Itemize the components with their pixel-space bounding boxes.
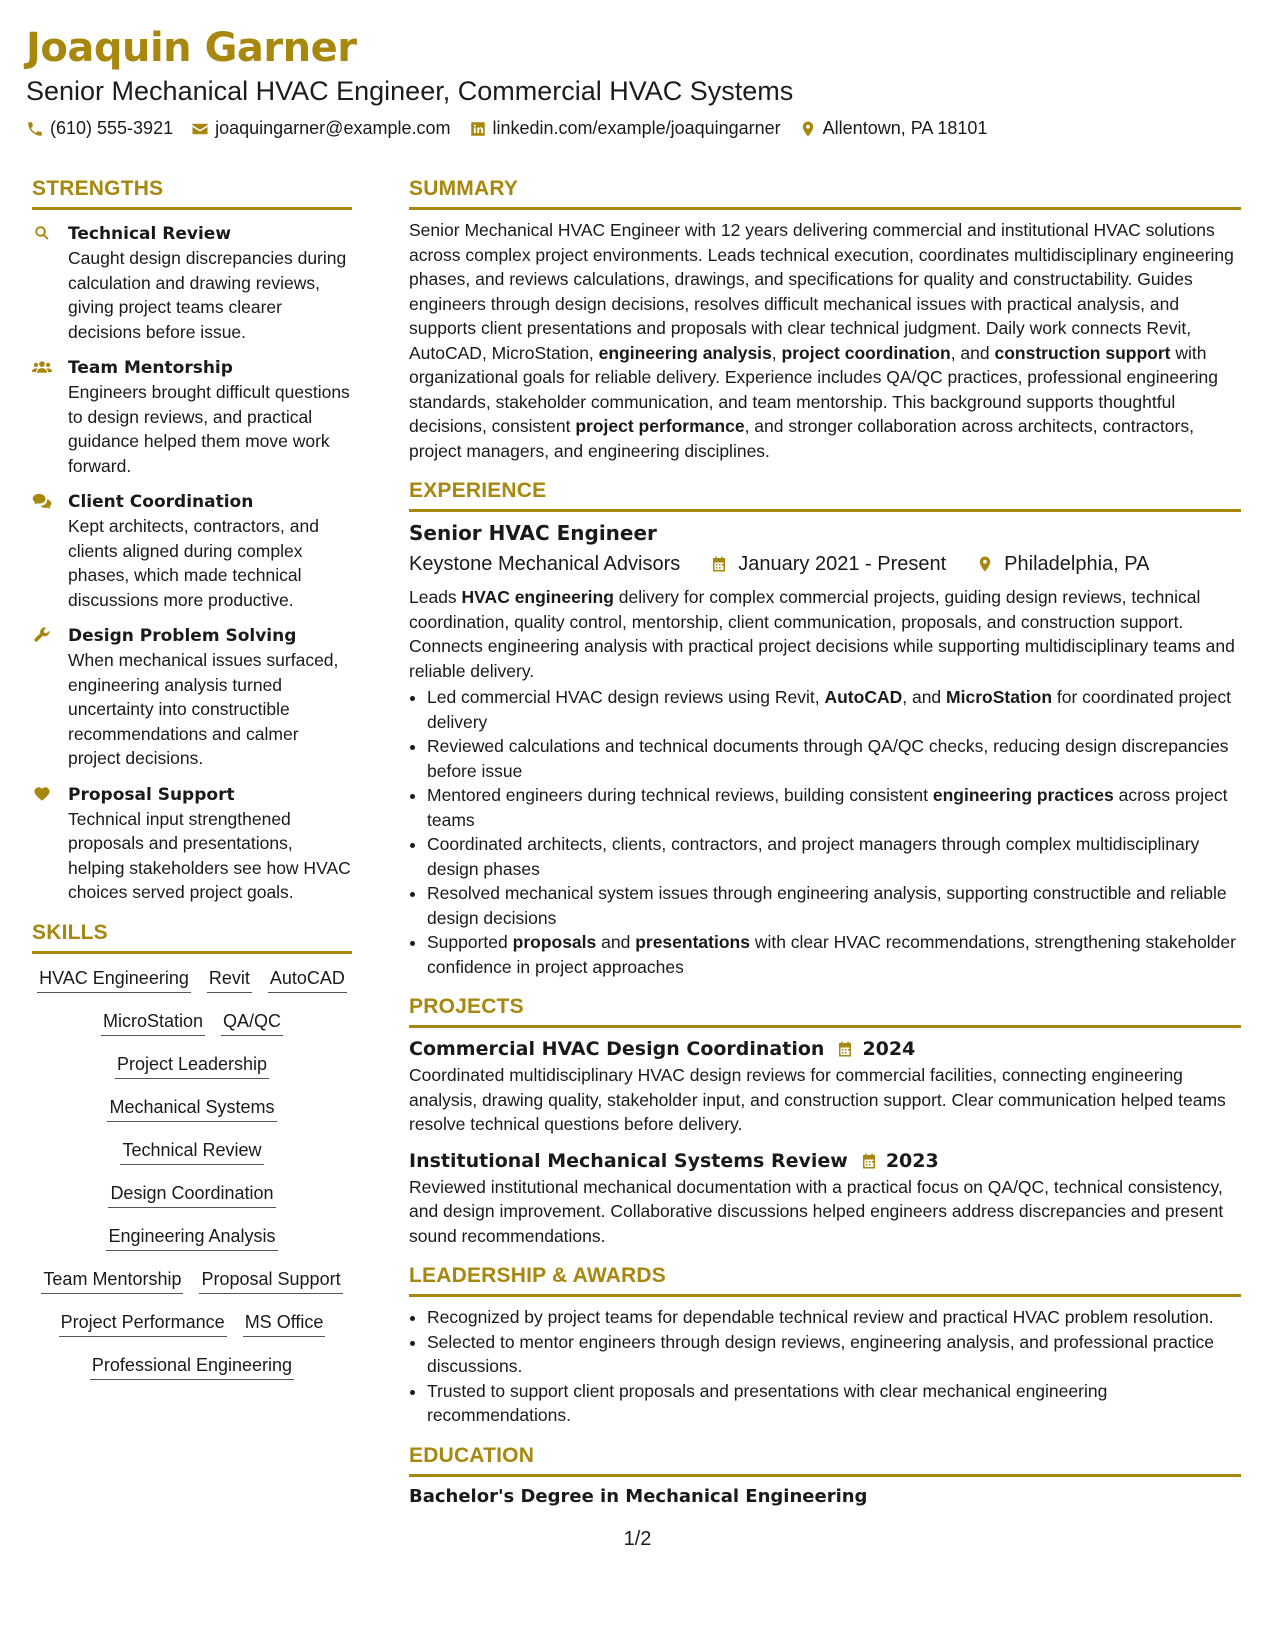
strength-title: Proposal Support bbox=[68, 784, 235, 805]
education-heading: EDUCATION bbox=[409, 1442, 1241, 1477]
strength-title: Team Mentorship bbox=[68, 358, 233, 378]
map-pin-icon bbox=[799, 120, 817, 138]
project-title: Institutional Mechanical Systems Review bbox=[409, 1149, 848, 1172]
company-name: Keystone Mechanical Advisors bbox=[409, 553, 681, 575]
skill-tag: Project Performance bbox=[59, 1310, 227, 1337]
page-number: 1/2 bbox=[623, 1528, 652, 1550]
phone-icon bbox=[26, 120, 44, 138]
degree-title: Bachelor's Degree in Mechanical Engineering bbox=[409, 1485, 868, 1507]
strength-desc: Engineers brought difficult questions to design reviews, and practical guidance helped them move work forward. bbox=[68, 382, 350, 476]
candidate-name: Joaquin Garner bbox=[26, 25, 357, 71]
skill-tag: Engineering Analysis bbox=[106, 1224, 277, 1251]
search-icon bbox=[32, 224, 52, 242]
list-item: • Resolved mechanical system issues through engineering analysis, supporting constructible and reliable design decisions bbox=[427, 881, 1241, 930]
strength-item bbox=[32, 222, 352, 344]
comments-icon bbox=[32, 492, 52, 510]
skill-tag: HVAC Engineering bbox=[37, 966, 191, 993]
strength-desc: When mechanical issues surfaced, engineering analysis turned uncertainty into constructible recommendations and calmer project decisions. bbox=[68, 650, 339, 768]
project-item bbox=[409, 1147, 1241, 1249]
strength-item bbox=[32, 783, 352, 905]
project-title: Commercial HVAC Design Coordination bbox=[409, 1038, 825, 1060]
job-description: Leads HVAC engineering delivery for complex commercial projects, guiding design reviews, technical coordination, quality control, mentorship, client communication, proposals, and construction support. Connects engineering analysis with practical project decisions while supporting multidisciplinary teams and reliable delivery. bbox=[409, 587, 1235, 681]
skill-tag: MS Office bbox=[243, 1310, 326, 1337]
location-text: Allentown, PA 18101 bbox=[822, 118, 988, 138]
contact-linkedin[interactable] bbox=[469, 118, 781, 139]
strength-title: Design Problem Solving bbox=[68, 626, 297, 646]
list-item: • Selected to mentor engineers through design reviews, engineering analysis, and professional practice discussions. bbox=[427, 1330, 1241, 1379]
skill-tag: Team Mentorship bbox=[41, 1267, 183, 1294]
skill-tag: Revit bbox=[207, 966, 252, 993]
job-title: Senior HVAC Engineer bbox=[409, 521, 657, 545]
skill-tag: Design Coordination bbox=[108, 1181, 275, 1208]
wrench-icon bbox=[32, 626, 52, 644]
project-item bbox=[409, 1035, 1241, 1137]
skill-tag: Professional Engineering bbox=[90, 1353, 294, 1380]
contact-bar bbox=[26, 118, 1246, 139]
job-dates: January 2021 - Present bbox=[738, 553, 947, 575]
job-meta bbox=[409, 549, 1241, 579]
contact-phone[interactable] bbox=[26, 118, 173, 139]
contact-location bbox=[799, 118, 988, 139]
strength-title: Client Coordination bbox=[68, 492, 254, 512]
project-year: 2024 bbox=[862, 1038, 916, 1060]
phone-text: (610) 555-3921 bbox=[50, 118, 174, 138]
skill-tag: Project Leadership bbox=[115, 1052, 269, 1079]
calendar-icon bbox=[836, 1039, 854, 1059]
strength-title: Technical Review bbox=[68, 224, 232, 244]
contact-email[interactable] bbox=[191, 118, 450, 139]
strength-desc: Kept architects, contractors, and clients aligned during complex phases, which made technical discussions more productive. bbox=[68, 516, 319, 610]
resume-header bbox=[26, 22, 1246, 139]
strength-item bbox=[32, 490, 352, 612]
left-column bbox=[32, 175, 352, 1380]
job-bullets bbox=[409, 685, 1241, 979]
skill-tag: Technical Review bbox=[120, 1138, 263, 1165]
summary-heading: SUMMARY bbox=[409, 175, 1241, 210]
list-item: • Mentored engineers during technical reviews, building consistent engineering practices across project teams bbox=[427, 783, 1241, 832]
list-item: • Recognized by project teams for dependable technical review and practical HVAC problem resolution. bbox=[427, 1305, 1241, 1330]
strengths-heading: STRENGTHS bbox=[32, 175, 352, 210]
list-item: • Coordinated architects, clients, contractors, and project managers through complex multidisciplinary design phases bbox=[427, 832, 1241, 881]
project-year: 2023 bbox=[885, 1149, 939, 1172]
job-location: Philadelphia, PA bbox=[1004, 553, 1150, 575]
heart-icon bbox=[32, 785, 52, 803]
envelope-icon bbox=[191, 120, 209, 138]
map-pin-icon bbox=[976, 554, 994, 574]
calendar-icon bbox=[710, 554, 728, 574]
strength-desc: Caught design discrepancies during calculation and drawing reviews, giving project teams clearer decisions before issue. bbox=[68, 248, 347, 342]
strength-item bbox=[32, 624, 352, 771]
leadership-list bbox=[409, 1305, 1241, 1428]
linkedin-text: linkedin.com/example/joaquingarner bbox=[492, 118, 781, 138]
calendar-icon bbox=[860, 1151, 878, 1171]
strength-item bbox=[32, 356, 352, 478]
project-desc: Reviewed institutional mechanical documentation with a practical focus on QA/QC, technical consistency, and design improvement. Collaborative discussions helped engineers address discrepancies and present sound recommendations. bbox=[409, 1176, 1224, 1246]
skill-tag: Mechanical Systems bbox=[107, 1095, 276, 1122]
skills-heading: SKILLS bbox=[32, 919, 352, 954]
experience-heading: EXPERIENCE bbox=[409, 477, 1241, 512]
list-item: • Trusted to support client proposals and presentations with clear mechanical engineering recommendations. bbox=[427, 1379, 1241, 1428]
project-desc: Coordinated multidisciplinary HVAC design reviews for commercial facilities, connecting engineering analysis, drawing quality, stakeholder input, and construction support. Clear communication helped teams resolve technical questions before delivery. bbox=[409, 1065, 1226, 1134]
list-item: • Supported proposals and presentations with clear HVAC recommendations, strengthening stakeholder confidence in project approaches bbox=[427, 930, 1241, 979]
right-column bbox=[409, 175, 1241, 1510]
strengths-list bbox=[32, 222, 352, 905]
skill-tag: MicroStation bbox=[101, 1009, 205, 1036]
list-item: • Reviewed calculations and technical documents through QA/QC checks, reducing design discrepancies before issue bbox=[427, 734, 1241, 783]
skills-list bbox=[32, 966, 352, 1380]
projects-heading: PROJECTS bbox=[409, 993, 1241, 1028]
summary-text: Senior Mechanical HVAC Engineer with 12 years delivering commercial and institutional HVAC solutions across complex project environments. Leads technical execution, coordinates multidisciplinary engineering phases, and reviews calculations, drawings, and specifications for quality and constructability. Guides engineers through design decisions, resolves difficult mechanical issues with practical analysis, and supports client presentations and proposals with clear technical judgment. Daily work connects Revit, AutoCAD, MicroStation, engineering analysis, project coordination, and construction support with organizational goals for reliable delivery. Experience includes QA/QC practices, professional engineering standards, stakeholder communication, and team mentorship. This background supports thoughtful decisions, consistent project performance, and stronger collaboration across architects, contractors, project managers, and engineering disciplines. bbox=[409, 220, 1234, 461]
linkedin-icon bbox=[469, 120, 487, 138]
leadership-heading: LEADERSHIP & AWARDS bbox=[409, 1262, 1241, 1297]
candidate-title: Senior Mechanical HVAC Engineer, Commercial HVAC Systems bbox=[26, 76, 794, 106]
strength-desc: Technical input strengthened proposals and presentations, helping stakeholders see how HVAC choices served project goals. bbox=[68, 808, 351, 902]
skill-tag: QA/QC bbox=[221, 1009, 283, 1036]
email-text: joaquingarner@example.com bbox=[215, 118, 451, 138]
users-icon bbox=[32, 358, 52, 376]
skill-tag: AutoCAD bbox=[268, 966, 347, 993]
list-item: • Led commercial HVAC design reviews using Revit, AutoCAD, and MicroStation for coordinated project delivery bbox=[427, 685, 1241, 734]
skill-tag: Proposal Support bbox=[199, 1267, 342, 1294]
